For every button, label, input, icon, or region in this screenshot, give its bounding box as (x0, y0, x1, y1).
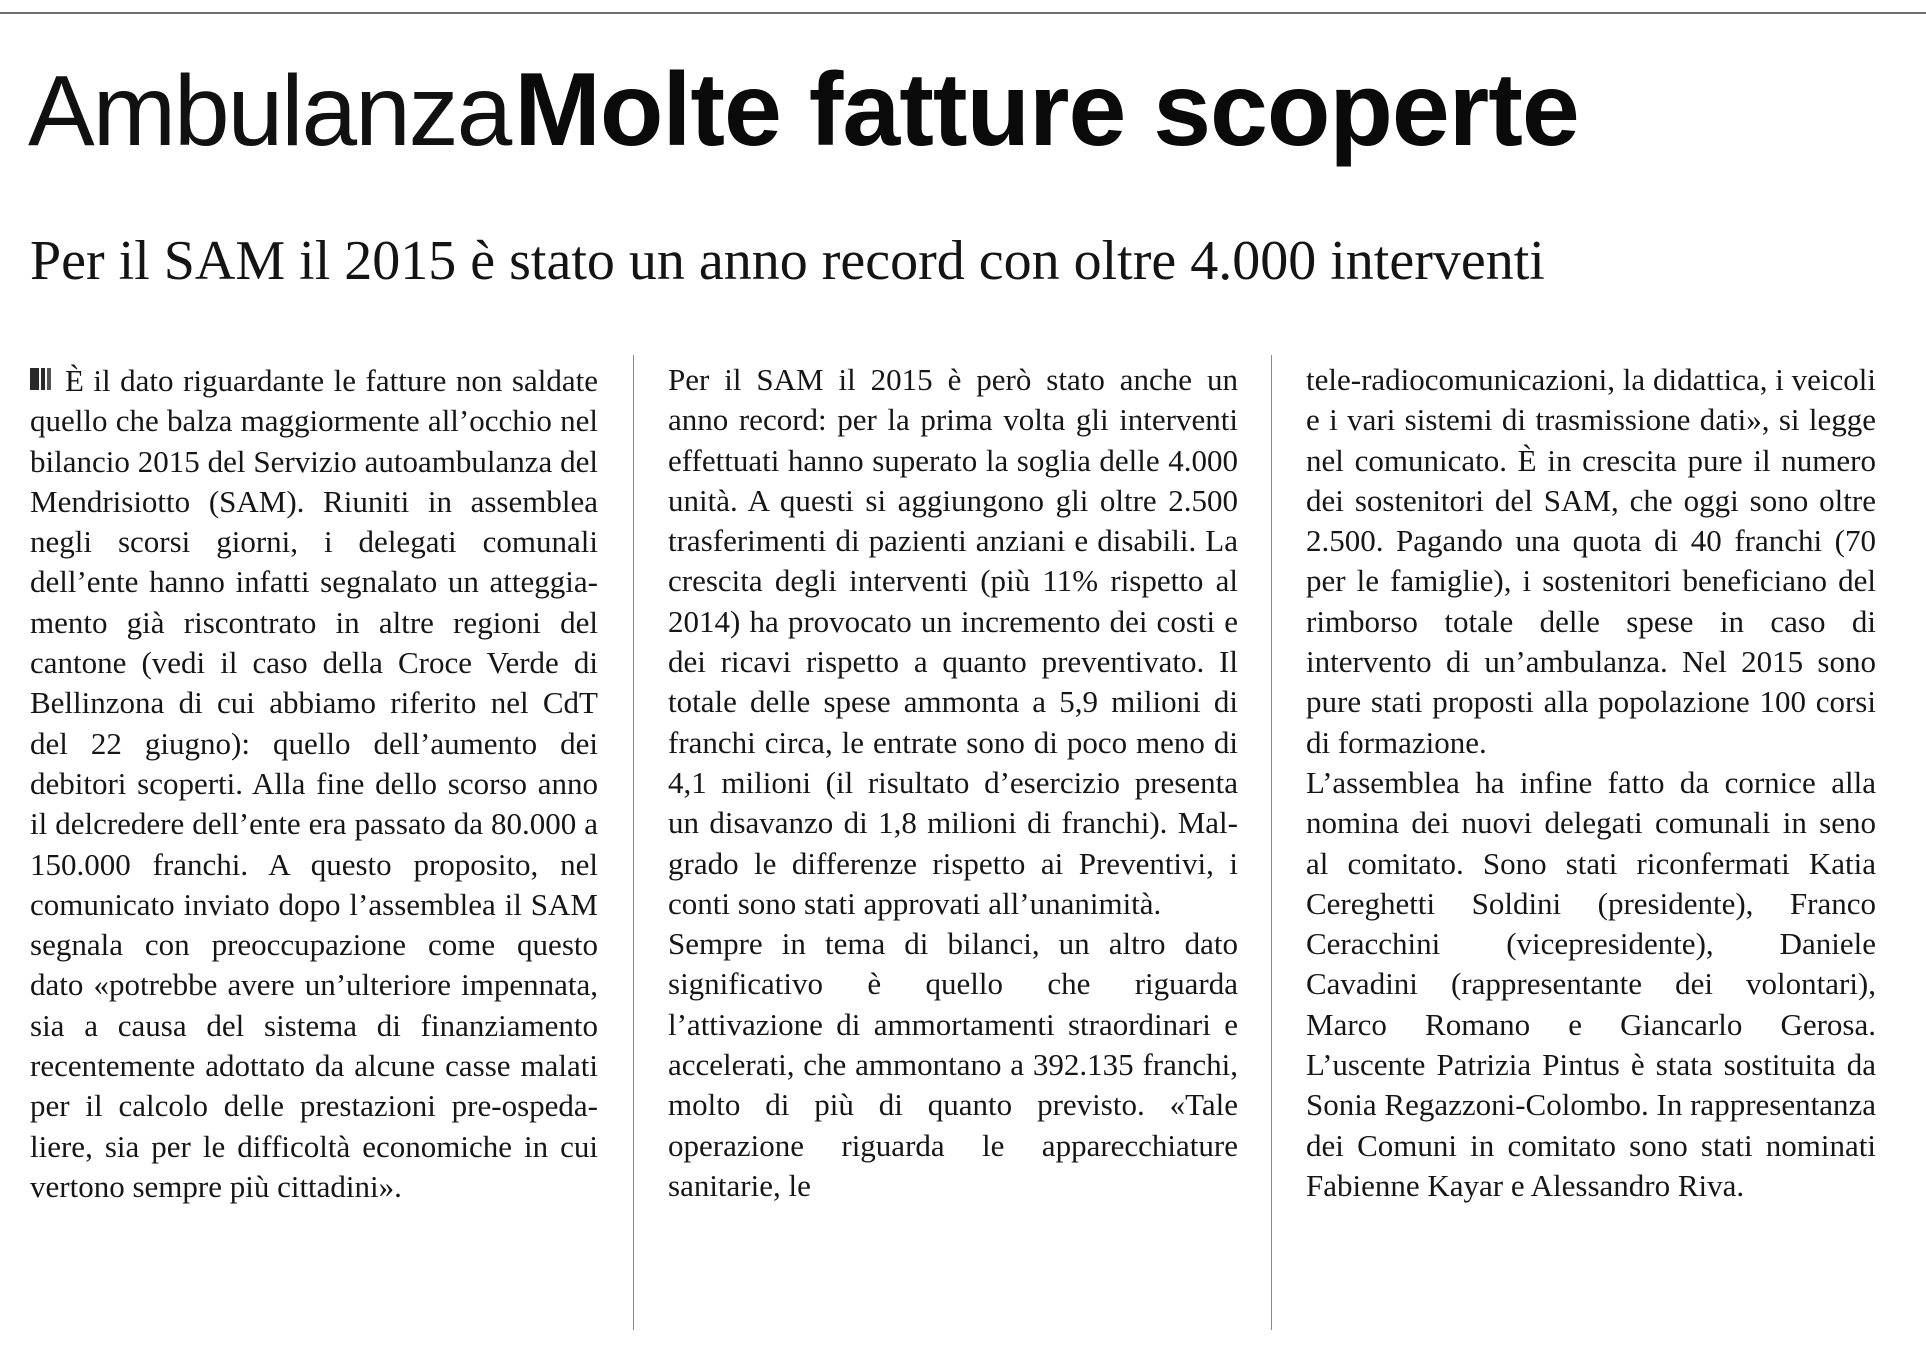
subtitle: Per il SAM il 2015 è stato un anno record con oltre 4.000 interventi (30, 230, 1545, 292)
paragraph-text: È il dato riguardante le fatture non saldate quello che balza maggiormente all’occhio nel bilancio 2015 del Servizio autoambulanza del Mendrisiotto (SAM). Riuniti in assemblea negli scorsi giorni, i delegati comunali dell’ente hanno infatti segnalato un atteggiamento già riscontrato in altre regioni del cantone (vedi il caso della Croce Verde di Bellinzona di cui abbiamo riferito nel CdT del 22 giugno): quello dell’aumento dei debitori scoperti. Alla fine dello scorso anno il delcredere dell’ente era passato da 80.000 a 150.000 franchi. A questo proposito, nel comunicato inviato dopo l’assemblea il SAM segnala con preoccupazione come questo dato «potrebbe avere un’ulteriore impennata, sia a causa del sistema di finanziamento recentemente adottato da alcune casse malati per il calcolo delle prestazioni pre-ospedaliere, sia per le difficoltà economiche in cui vertono sempre più cittadini». (30, 363, 598, 1204)
article-paragraph (30, 360, 598, 1207)
column-divider (1271, 355, 1272, 1330)
paragraph-marker-icon (30, 360, 53, 400)
headline-kicker: Ambulanza (28, 55, 511, 167)
column-divider (633, 355, 634, 1330)
headline-title: Molte fatture scoperte (514, 52, 1579, 168)
article-paragraph: Per il SAM il 2015 è però stato anche un anno record: per la prima volta gli interventi effettuati hanno superato la soglia delle 4.000 unità. A questi si aggiungono gli oltre 2.500 trasferimenti di pazienti anziani e disabili. La crescita degli interventi (più 11% rispetto al 2014) ha provocato un incremento dei costi e dei ricavi rispetto a quanto preventivato. Il totale delle spese ammonta a 5,9 milioni di franchi circa, le entrate sono di poco meno di 4,1 milioni (il risultato d’esercizio presenta un disavanzo di 1,8 milioni di franchi). Malgrado le differenze rispetto ai Preventivi, i conti sono stati approvati all’unanimità. (668, 362, 1238, 921)
article-paragraph: tele-radiocomunicazioni, la didattica, i veicoli e i vari sistemi di trasmissione dati», si legge nel comunicato. È in crescita pure il numero dei sostenitori del SAM, che oggi sono oltre 2.500. Pagando una quota di 40 franchi (70 per le famiglie), i sostenitori beneficiano del rimborso totale delle spese in caso di intervento di un’ambulanza. Nel 2015 sono pure stati proposti alla popolazione 100 corsi di formazione. (1306, 362, 1876, 760)
top-rule (0, 12, 1926, 14)
article-column-3 (1306, 360, 1876, 1206)
article-column-2 (668, 360, 1238, 1206)
article-column-1 (30, 360, 598, 1207)
article-paragraph: L’assemblea ha infine fatto da cornice alla nomina dei nuovi delegati comunali in seno al comitato. Sono stati riconfermati Katia Cereghetti Soldini (presidente), Franco Ceracchini (vicepresidente), Daniele Cavadini (rappresentante dei volontari), Marco Romano e Giancarlo Gerosa. L’uscente Patrizia Pintus è stata sostituita da Sonia Regazzoni-Colombo. In rappresentanza dei Comuni in comitato sono stati nominati Fabienne Kayar e Alessandro Riva. (1306, 764, 1876, 1203)
article-paragraph: Sempre in tema di bilanci, un altro dato significativo è quello che riguarda l’attivazione di ammortamenti straordinari e accelerati, che ammontano a 392.135 franchi, molto di più di quanto previsto. «Tale operazione riguarda le apparecchiature sanitarie, le (668, 926, 1238, 1203)
headline (28, 52, 1579, 168)
